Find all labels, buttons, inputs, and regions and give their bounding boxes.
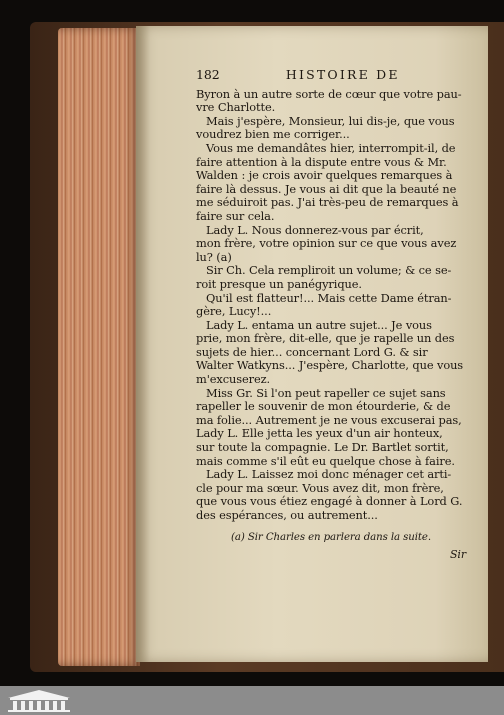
text-line: sur toute la compagnie. Le Dr. Bartlet sortit, — [196, 440, 449, 455]
text-line: Byron à un autre sorte de cœur que votre pau- — [196, 86, 462, 101]
page-edges — [58, 28, 140, 666]
text-line: me séduiroit pas. J'ai très-peu de remarques à — [196, 195, 459, 210]
text-line: faire attention à la dispute entre vous & Mr. — [196, 154, 447, 169]
page-header — [196, 68, 466, 82]
text-line: Vous me demandâtes hier, interrompit-il, de — [206, 140, 456, 155]
text-line: ma folie... Autrement je ne vous excuserai pas, — [196, 412, 462, 427]
text-line: Lady L. Laissez moi donc ménager cet arti- — [206, 467, 452, 482]
text-line: cle pour ma sœur. Vous avez dit, mon frère, — [196, 480, 444, 495]
text-line: Walter Watkyns... J'espère, Charlotte, que vous — [196, 358, 464, 373]
text-line: voudrez bien me corriger... — [196, 127, 350, 142]
text-line: que vous vous étiez engagé à donner à Lord G. — [196, 494, 463, 509]
body-text — [196, 88, 466, 523]
text-line: lu? (a) — [196, 249, 232, 264]
text-line: mon frère, votre opinion sur ce que vous avez — [196, 236, 457, 251]
text-line: prie, mon frère, dit-elle, que je rapelle un des — [196, 331, 455, 346]
text-line: rapeller le souvenir de mon étourderie, & de — [196, 399, 451, 414]
text-line: mais comme s'il eût eu quelque chose à faire. — [196, 453, 455, 468]
text-line: vre Charlotte. — [196, 100, 276, 115]
text-line: gère, Lucy!... — [196, 304, 272, 319]
library-building-icon — [4, 688, 74, 713]
footnote: (a) Sir Charles en parlera dans la suite. — [231, 531, 431, 543]
running-title: HISTOIRE DE — [285, 67, 400, 82]
text-line: Walden : je crois avoir quelques remarques à — [196, 168, 453, 183]
text-line: faire sur cela. — [196, 208, 275, 223]
catchword: Sir — [449, 548, 466, 562]
text-line: Lady L. Nous donnerez-vous par écrit, — [206, 222, 424, 237]
page-number: 182 — [196, 67, 220, 82]
text-line: Lady L. entama un autre sujet... Je vous — [206, 317, 432, 332]
text-line: roit presque un panégyrique. — [196, 276, 362, 291]
text-line: m'excuserez. — [196, 372, 271, 387]
library-footer-band — [0, 686, 504, 715]
text-line: Sir Ch. Cela rempliroit un volume; & ce se- — [206, 263, 452, 278]
text-line: Miss Gr. Si l'on peut rapeller ce sujet sans — [206, 385, 446, 400]
text-line: sujets de hier... concernant Lord G. & sir — [196, 344, 428, 359]
text-line: des espérances, ou autrement... — [196, 508, 378, 522]
text-line: Mais j'espère, Monsieur, lui dis-je, que vous — [206, 113, 455, 128]
text-line: Lady L. Elle jetta les yeux d'un air honteux, — [196, 426, 443, 441]
page-text — [196, 68, 466, 562]
text-line: faire là dessus. Je vous ai dit que la beauté ne — [196, 181, 457, 196]
text-line: Qu'il est flatteur!... Mais cette Dame étran- — [206, 290, 452, 305]
